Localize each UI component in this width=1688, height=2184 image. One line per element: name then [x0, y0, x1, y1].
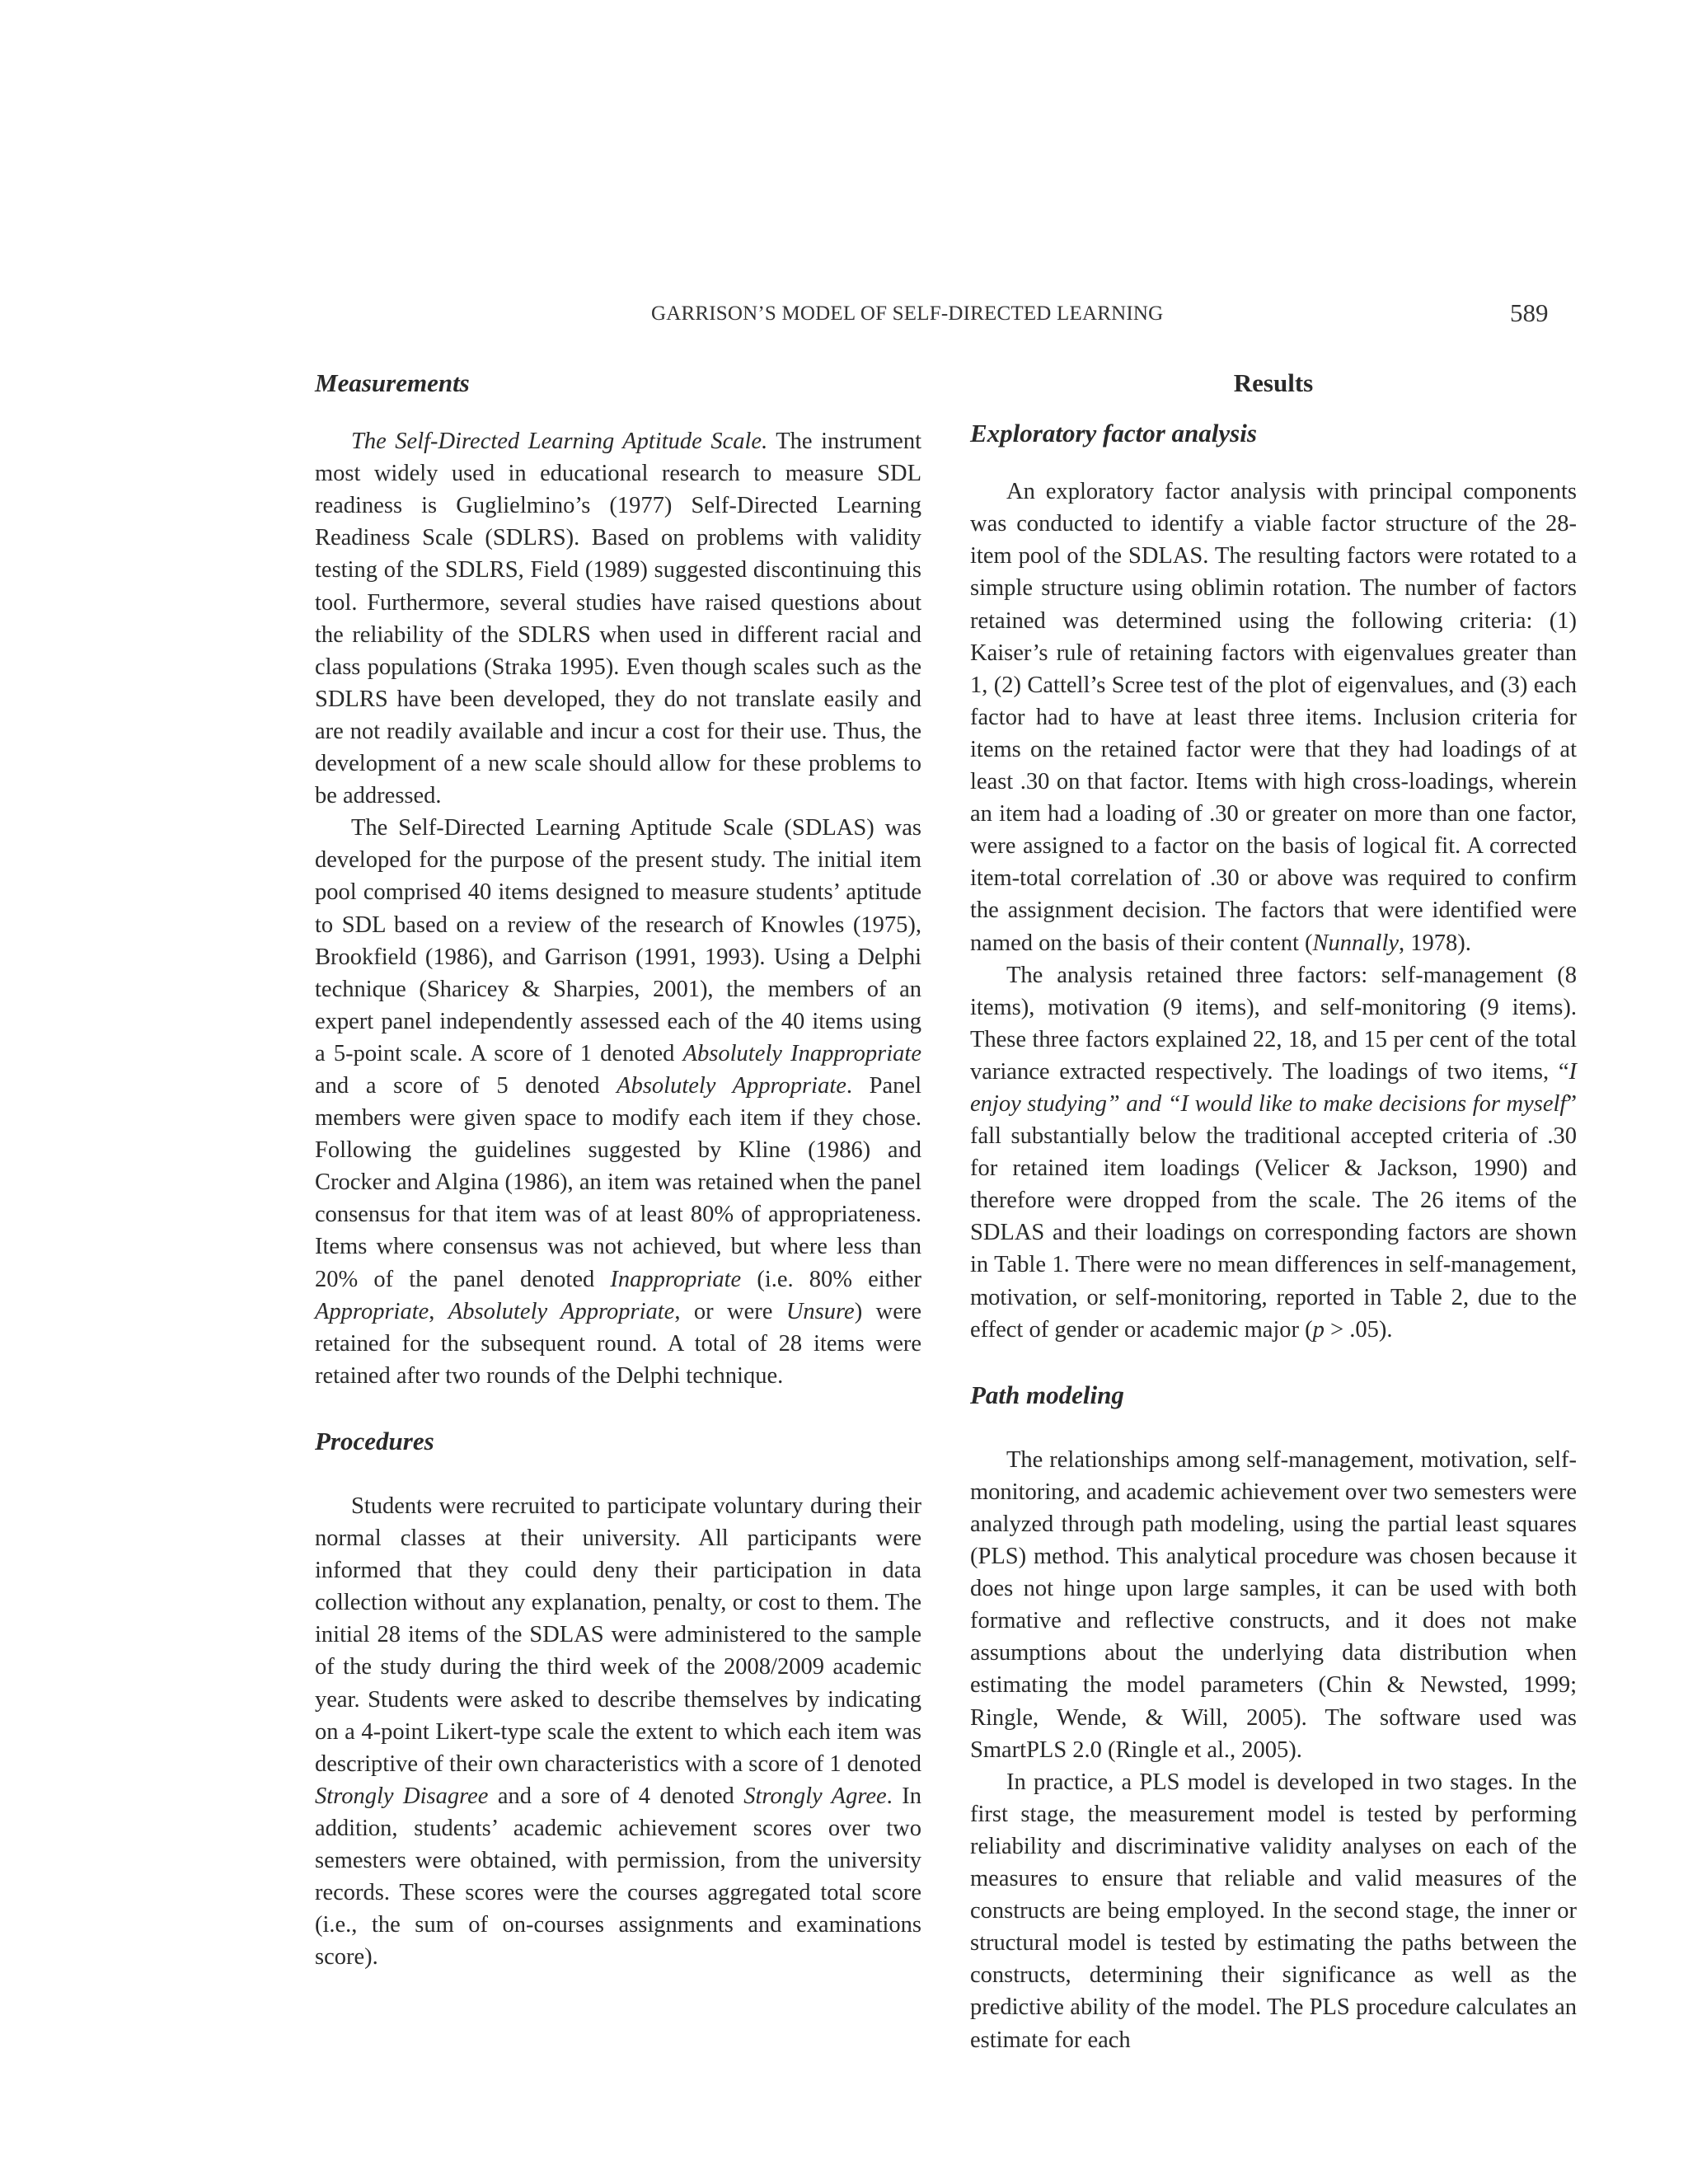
- paragraph-text: The Self-Directed Learning Aptitude Scale (SDLAS) was developed for the purpose of the present study. The initial item pool comprised 40 items designed to measure students’ aptitude to SDL based on a review of the research of Knowles (1975), Brookfield (1986), and Garrison (1991, 1993). Using a Delphi technique (Sharicey & Sharpies, 2001), the members of an expert panel independently assessed each of the 40 items using a 5-point scale. A score of 1 denoted: [315, 815, 921, 1066]
- procedures-heading: Procedures: [315, 1426, 434, 1455]
- paragraph-procedures: [315, 1490, 921, 1973]
- emphasis: Unsure: [785, 1298, 855, 1324]
- emphasis: p: [1312, 1316, 1325, 1343]
- results-heading: Results: [1233, 368, 1314, 397]
- paragraph-text: The analysis retained three factors: self-management (8 items), motivation (9 items), and self-monitoring (9 items). These three factors explained 22, 18, and 15 per cent of the total variance extracted respectively. The loadings of two items, “: [970, 962, 1577, 1085]
- paragraph-text: (i.e. 80% either: [741, 1266, 921, 1292]
- emphasis: Appropriate: [315, 1298, 429, 1324]
- emphasis: Strongly Agree: [743, 1783, 887, 1809]
- path-modeling-heading: Path modeling: [970, 1380, 1124, 1409]
- emphasis: I enjoy studying” and “I would like to make decisions for myself: [970, 1058, 1577, 1117]
- sdlas-lead: The Self-Directed Learning Aptitude Scale.: [351, 429, 768, 455]
- emphasis: Inappropriate: [610, 1266, 742, 1292]
- paragraph-text: The instrument most widely used in educational research to measure SDL readiness is Guglielmino’s (1977) Self-Directed Learning Readiness Scale (SDLRS). Based on problems with validity testing of the SDLRS, Field (1989) suggested discontinuing this tool. Furthermore, several studies have raised questions about the reliability of the SDLRS when used in different racial and class populations (Straka 1995). Even though scales such as the SDLRS have been developed, they do not translate easily and are not readily available and incur a cost for their use. Thus, the development of a new scale should allow for these problems to be addressed.: [315, 429, 922, 809]
- paragraph-path-modeling: The relationships among self-management, motivation, self-monitoring, and academic achievement over two semesters were analyzed through path modeling, using the partial least squares (PLS) method. This analytical procedure was chosen because it does not hinge upon large samples, it can be used with both formative and reflective constructs, and it does not make assumptions about the underlying data distribution when estimating the model parameters (Chin & Newsted, 1999; Ringle, Wende, & Will, 2005). The software used was SmartPLS 2.0 (Ringle et al., 2005).: [970, 1446, 1577, 1763]
- paragraph-text: ” fall substantially below the traditional accepted criteria of .30 for retained item loadings (Velicer & Jackson, 1990) and therefore were dropped from the scale. The 26 items of the SDLAS and their loadings on corresponding factors are shown in Table 1. There were no mean differences in self-management, motivation, or self-monitoring, reported in Table 2, due to the effect of gender or academic major (: [970, 1090, 1577, 1343]
- paragraph-efa-results: [970, 959, 1577, 1346]
- paragraph-sdlas-intro: [315, 425, 921, 812]
- paragraph-sdlas-development: [315, 812, 921, 1392]
- paragraph-text: , 1978).: [1399, 930, 1471, 956]
- measurements-heading: Measurements: [315, 368, 470, 397]
- emphasis: Absolutely Appropriate: [617, 1072, 846, 1099]
- paragraph-efa-method: [970, 476, 1577, 958]
- paragraph-text: . Panel members were given space to modify each item if they chose. Following the guidelines suggested by Kline (1986) and Crocker and Algina (1986), an item was retained when the panel consensus for that item was of at least 80% of appropriateness. Items where consensus was not achieved, but where less than 20% of the panel denoted: [315, 1072, 922, 1292]
- emphasis: Absolutely Appropriate: [448, 1298, 675, 1324]
- emphasis: Nunnally: [1312, 930, 1400, 956]
- emphasis: Strongly Disagree: [315, 1783, 489, 1809]
- paragraph-text: > .05).: [1324, 1316, 1393, 1343]
- page-number: 589: [1510, 298, 1549, 327]
- paragraph-text: ) were retained for the subsequent round. A total of 28 items were retained after two rounds of the Delphi technique.: [315, 1298, 921, 1389]
- paragraph-text: Students were recruited to participate voluntary during their normal classes at their university. All participants were informed that they could deny their participation in data collection without any explanation, penalty, or cost to them. The initial 28 items of the SDLAS were administered to the sample of the study during the third week of the 2008/2009 academic year. Students were asked to describe themselves by indicating on a 4-point Likert-type scale the extent to which each item was descriptive of their own characteristics with a score of 1 denoted: [315, 1493, 921, 1777]
- paragraph-pls-stages: In practice, a PLS model is developed in two stages. In the first stage, the measurement model is tested by performing reliability and discriminative validity analyses on each of the measures to ensure that reliable and valid measures of the constructs are being employed. In the second stage, the inner or structural model is tested by estimating the paths between the constructs, determining their significance as well as the predictive ability of the model. The PLS procedure calculates an estimate for each: [970, 1769, 1577, 2053]
- left-column: [315, 367, 921, 1973]
- running-head: GARRISON’S MODEL OF SELF-DIRECTED LEARNING: [651, 302, 1164, 325]
- efa-heading: Exploratory factor analysis: [970, 419, 1257, 448]
- right-column: [970, 367, 1577, 2056]
- paragraph-text: and a score of 5 denoted: [315, 1072, 617, 1099]
- paragraph-text: An exploratory factor analysis with principal components was conducted to identify a viable factor structure of the 28-item pool of the SDLAS. The resulting factors were rotated to a simple structure using oblimin rotation. The number of factors retained was determined using the following criteria: (1) Kaiser’s rule of retaining factors with eigenvalues greater than 1, (2) Cattell’s Scree test of the plot of eigenvalues, and (3) each factor had to have at least three items. Inclusion criteria for items on the retained factor were that they had loadings of at least .30 on that factor. Items with high cross-loadings, wherein an item had a loading of .30 or greater on more than one factor, were assigned to a factor on the basis of logical fit. A corrected item-total correlation of .30 or above was required to confirm the assignment decision. The factors that were identified were named on the basis of their content (: [970, 479, 1577, 956]
- paragraph-text: and a sore of 4 denoted: [488, 1783, 744, 1809]
- emphasis: Absolutely Inappropriate: [682, 1040, 922, 1066]
- paragraph-text: . In addition, students’ academic achievement scores over two semesters were obtained, with permission, from the university records. These scores were the courses aggregated total score (i.e., the sum of on-courses assignments and examinations score).: [315, 1783, 921, 1971]
- paragraph-text: ,: [429, 1298, 448, 1324]
- paragraph-text: , or were: [674, 1298, 786, 1324]
